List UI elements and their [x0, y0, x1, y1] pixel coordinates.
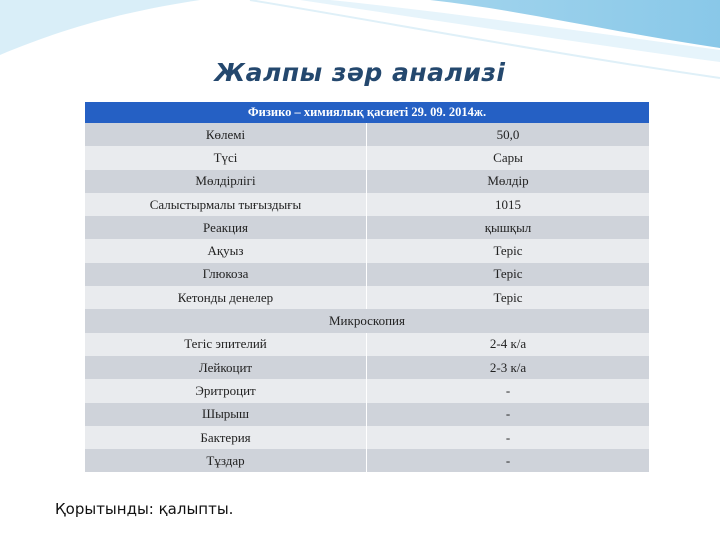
table-row: [85, 216, 649, 239]
row-value: -: [505, 406, 511, 422]
table-row: [85, 403, 649, 426]
row-value: 1015: [495, 196, 521, 212]
row-label: Шырыш: [85, 403, 367, 426]
page-title: Жалпы зәр анализі: [214, 58, 506, 87]
row-value: Теріс: [493, 266, 523, 282]
row-value: Мөлдір: [487, 173, 529, 189]
row-label: Түсі: [85, 146, 367, 169]
table-row: [85, 379, 649, 402]
table-row: [85, 263, 649, 286]
row-label: Реакция: [85, 216, 367, 239]
row-value: қышқыл: [484, 219, 532, 235]
table-row: [85, 333, 649, 356]
table-row: [85, 426, 649, 449]
table-row: [85, 286, 649, 309]
row-value: -: [505, 452, 511, 468]
row-label: Ақуыз: [85, 239, 367, 262]
row-label: Бактерия: [85, 426, 367, 449]
row-label: Мөлдірлігі: [85, 170, 367, 193]
row-label: Глюкоза: [85, 263, 367, 286]
table-row: [85, 239, 649, 262]
table-header: Физико – химиялық қасиеті 29. 09. 2014ж.: [85, 102, 649, 123]
row-value: 2-3 к/а: [489, 359, 527, 375]
row-label: Кетонды денелер: [85, 286, 367, 309]
table-row: [85, 170, 649, 193]
row-value: Теріс: [493, 243, 523, 259]
row-value: 2-4 к/а: [489, 336, 527, 352]
row-value: Сары: [493, 149, 523, 165]
table-row: [85, 146, 649, 169]
row-value: -: [505, 382, 511, 398]
row-value: -: [505, 429, 511, 445]
row-label: Лейкоцит: [85, 356, 367, 379]
table-row: [85, 449, 649, 472]
urinalysis-table: [85, 102, 649, 472]
microscopy-section-label: Микроскопия: [85, 309, 649, 332]
row-label: Көлемі: [85, 123, 367, 146]
row-label: Салыстырмалы тығыздығы: [85, 193, 367, 216]
row-label: Тегіс эпителий: [85, 333, 367, 356]
row-label: Тұздар: [85, 449, 367, 472]
row-label: Эритроцит: [85, 379, 367, 402]
table-row: [85, 123, 649, 146]
row-value: 50,0: [496, 126, 520, 142]
row-value: Теріс: [493, 289, 523, 305]
table-row: [85, 356, 649, 379]
table-row: [85, 193, 649, 216]
conclusion-text: Қорытынды: қалыпты.: [55, 500, 234, 518]
